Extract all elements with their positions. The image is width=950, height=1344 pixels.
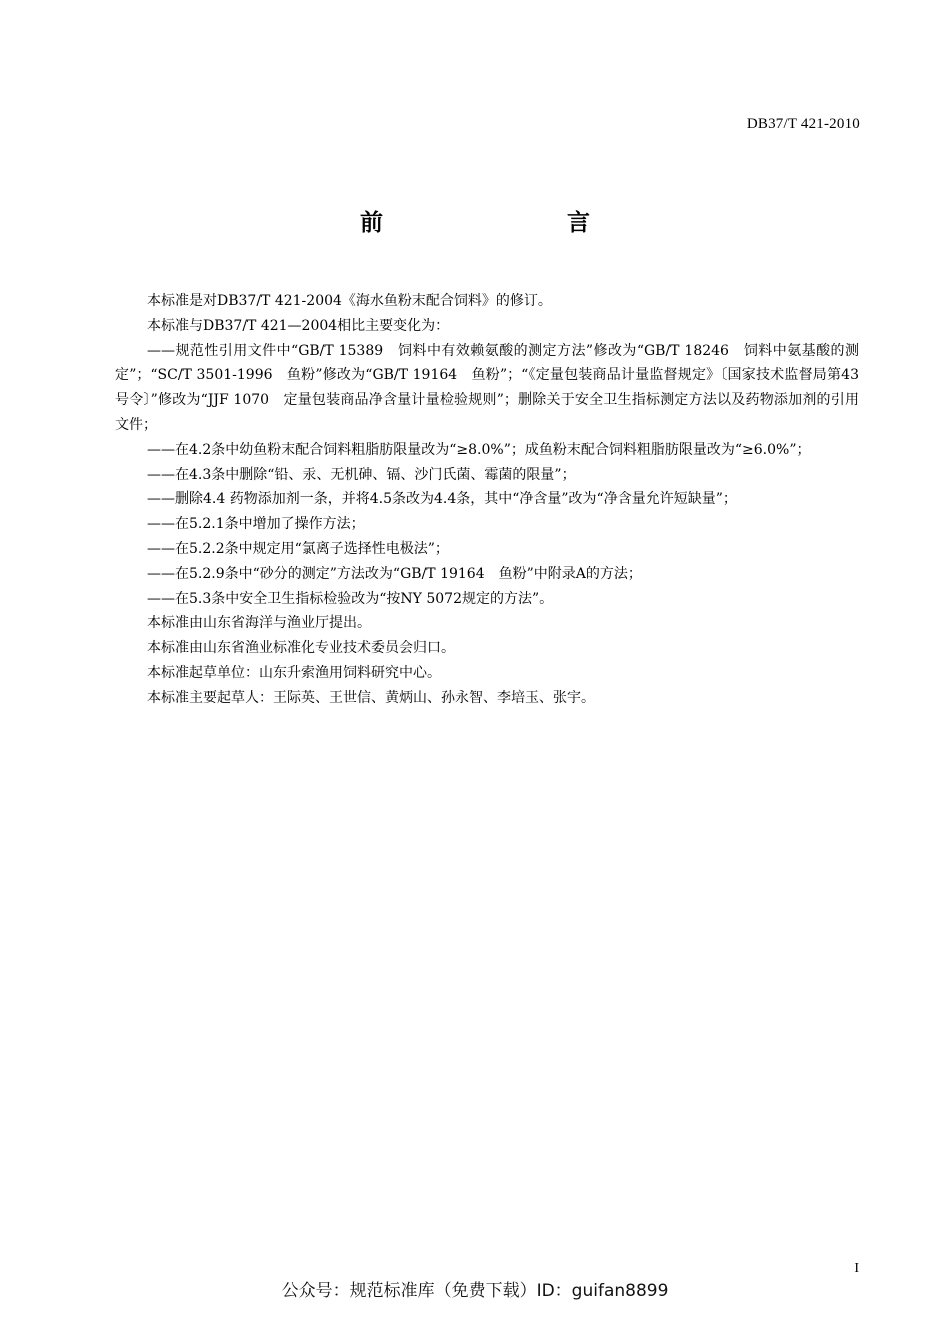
paragraph: ——在5.2.1条中增加了操作方法； xyxy=(147,516,365,533)
page-number: I xyxy=(854,1261,859,1276)
paragraph: ——在5.2.9条中“砂分的测定”方法改为“GB/T 19164 鱼粉”中附录A的方法； xyxy=(147,565,642,582)
foreword-body xyxy=(115,289,859,711)
document-id: DB37/T 421-2010 xyxy=(746,116,860,132)
paragraph: 本标准主要起草人：王际英、王世信、黄炳山、孙永智、李培玉、张宇。 xyxy=(147,689,595,706)
paragraph: ——在4.3条中删除“铅、汞、无机砷、镉、沙门氏菌、霉菌的限量”； xyxy=(147,466,576,483)
paragraph: 本标准与DB37/T 421—2004相比主要变化为： xyxy=(147,317,450,334)
paragraph: ——在5.3条中安全卫生指标检验改为“按NY 5072规定的方法”。 xyxy=(147,590,554,607)
page-title: 前 言 xyxy=(360,210,636,236)
paragraph: 本标准由山东省渔业标准化专业技术委员会归口。 xyxy=(147,640,455,657)
paragraph: ——在5.2.2条中规定用“氯离子选择性电极法”； xyxy=(147,540,449,557)
paragraph: 本标准是对DB37/T 421-2004《海水鱼粉末配合饲料》的修订。 xyxy=(147,293,552,309)
paragraph: ——在4.2条中幼鱼粉末配合饲料粗脂肪限量改为“≥8.0%”；成鱼粉末配合饲料粗脂肪限量改为“≥6.0%”； xyxy=(147,441,811,458)
paragraph: 本标准由山东省海洋与渔业厅提出。 xyxy=(147,615,371,632)
paragraph: ——删除4.4 药物添加剂一条，并将4.5条改为4.4条，其中“净含量”改为“净含量允许短缺量”； xyxy=(147,491,737,508)
footer-watermark: 公众号：规范标准库（免费下载）ID：guifan8899 xyxy=(281,1281,669,1301)
paragraph: 本标准起草单位：山东升索渔用饲料研究中心。 xyxy=(147,664,441,681)
paragraph: ——规范性引用文件中“GB/T 15389 饲料中有效赖氨酸的测定方法”修改为“GB/T 18246 饲料中氨基酸的测定”；“SC/T 3501-1996 鱼粉”修改为“GB/T 19164 鱼粉”；“《定量包装商品计量监督规定》〔国家技术监督局第43号令〕”修改为“JJF 1070 定量包装商品净含量计量检验规则”；删除关于安全卫生指标测定方法以及药物添加剂的引用文件； xyxy=(115,342,859,433)
